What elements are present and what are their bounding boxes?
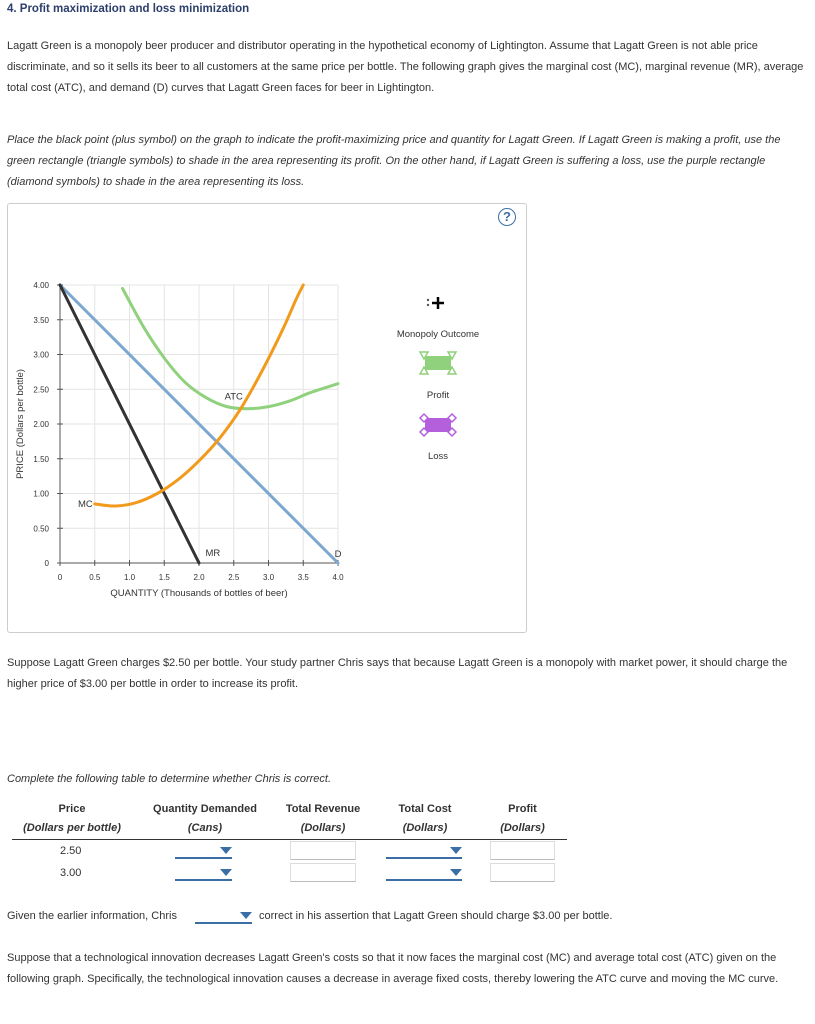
row-price-250: 2.50: [60, 845, 82, 857]
profit-input-row2[interactable]: [490, 863, 555, 882]
curve-label-mc: MC: [77, 498, 93, 510]
col-subheader-price: (Dollars per bottle): [23, 822, 121, 834]
x-tick-label: 1.0: [123, 573, 136, 582]
curve-label-d: D: [334, 549, 342, 561]
quantity-dropdown-row1[interactable]: [175, 843, 232, 859]
x-tick-label: 0: [57, 573, 63, 582]
curve-label-atc: ATC: [224, 391, 243, 403]
x-axis-label: QUANTITY (Thousands of bottles of beer): [110, 588, 288, 599]
y-tick-label: 0.50: [33, 524, 49, 534]
chart[interactable]: [7, 203, 525, 631]
curve-atc: [123, 288, 338, 408]
x-tick-label: 0.5: [89, 573, 101, 582]
palette-title: Monopoly Outcome: [396, 329, 480, 340]
palette: [397, 297, 479, 462]
chevron-down-icon: [450, 869, 462, 876]
col-header-quantity: Quantity Demanded: [153, 803, 257, 815]
y-tick-label: 2.00: [33, 420, 49, 429]
conclusion-after: correct in his assertion that Lagatt Green should charge $3.00 per bottle.: [259, 910, 613, 922]
col-subheader-total-cost: (Dollars): [402, 822, 448, 834]
col-header-total-cost: Total Cost: [398, 803, 452, 815]
row-price-300: 3.00: [60, 867, 82, 879]
scenario-paragraph: Suppose Lagatt Green charges $2.50 per bottle. Your study partner Chris says that because Lagatt Green is a monopoly with market power, it should charge the higher price of $3.00 per bottle in order to increase its profit.: [7, 657, 788, 690]
y-tick-label: 3.50: [33, 315, 49, 325]
revenue-input-row2[interactable]: [290, 863, 356, 882]
profit-input-row1[interactable]: [490, 841, 555, 860]
loss-rect: [425, 418, 451, 432]
x-tick-label: 1.5: [158, 573, 170, 582]
point-tool[interactable]: [427, 297, 444, 309]
loss-label: Loss: [427, 451, 449, 462]
chart-axes: [15, 281, 344, 599]
conclusion-before: Given the earlier information, Chris: [7, 910, 177, 922]
x-tick-label: 2.0: [193, 573, 205, 582]
chevron-down-icon: [240, 912, 252, 919]
conclusion-dropdown[interactable]: [195, 908, 252, 924]
table-instruction: Complete the following table to determine whether Chris is correct.: [7, 773, 332, 785]
instruction-paragraph: Place the black point (plus symbol) on the graph to indicate the profit-maximizing price and quantity for Lagatt Green. If Lagatt Green is making a profit, use the green rectangle (triangle symbols) to shade in the area representing its profit. On the other hand, if Lagatt Green is suffering a loss, use the purple rectangle (diamond symbols) to shade in the area representing its loss.: [7, 134, 781, 188]
dot-icon: [427, 299, 429, 301]
y-tick-label: 4.00: [33, 281, 49, 290]
table-header-rule: [12, 839, 567, 840]
x-tick-label: 2.5: [228, 573, 240, 582]
y-axis-label: PRICE (Dollars per bottle): [15, 369, 26, 479]
col-subheader-profit: (Dollars): [500, 822, 545, 834]
dot-icon: [427, 304, 429, 306]
profit-label: Profit: [426, 390, 450, 401]
x-tick-label: 3.5: [297, 573, 309, 582]
total-cost-dropdown-row2[interactable]: [386, 865, 462, 881]
profit-tool[interactable]: [420, 352, 456, 374]
question-title: 4. Profit maximization and loss minimization: [7, 3, 250, 15]
col-header-profit: Profit: [508, 803, 537, 815]
x-tick-label: 3.0: [262, 573, 275, 582]
chevron-down-icon: [220, 847, 232, 854]
y-tick-label: 3.00: [33, 350, 49, 360]
y-tick-label: 1.00: [33, 489, 49, 499]
revenue-input-row1[interactable]: [290, 841, 356, 860]
chevron-down-icon: [220, 869, 232, 876]
loss-tool[interactable]: [420, 414, 456, 436]
y-tick-label: 1.50: [33, 454, 49, 464]
chevron-down-icon: [450, 847, 462, 854]
col-header-revenue: Total Revenue: [285, 803, 361, 815]
y-tick-label: 0: [44, 559, 49, 568]
col-header-price: Price: [58, 803, 86, 815]
help-icon[interactable]: ?: [498, 208, 516, 226]
quantity-dropdown-row2[interactable]: [175, 865, 232, 881]
x-tick-label: 4.0: [332, 573, 344, 582]
col-subheader-quantity: (Cans): [187, 822, 223, 834]
profit-rect: [425, 356, 451, 370]
col-subheader-revenue: (Dollars): [300, 822, 346, 834]
curve-label-mr: MR: [205, 548, 221, 560]
chart-labels: [78, 392, 342, 560]
total-cost-dropdown-row1[interactable]: [386, 843, 462, 859]
intro-paragraph: Lagatt Green is a monopoly beer producer and distributor operating in the hypothetical economy of Lightington. Assume that Lagatt Green is not able price discriminate, and so it sells its beer to all customers at the same price per bottle. The following graph gives the marginal cost (MC), marginal revenue (MR), average total cost (ATC), and demand (D) curves that Lagatt Green faces for beer in Lightington.: [7, 40, 804, 94]
y-tick-label: 2.50: [33, 385, 49, 395]
next-paragraph: Suppose that a technological innovation decreases Lagatt Green's costs so that it now faces the marginal cost (MC) and average total cost (ATC) given on the following graph. Specifically, the technological innovation causes a decrease in average fixed costs, thereby lowering the ATC curve and moving the MC curve.: [7, 952, 779, 985]
